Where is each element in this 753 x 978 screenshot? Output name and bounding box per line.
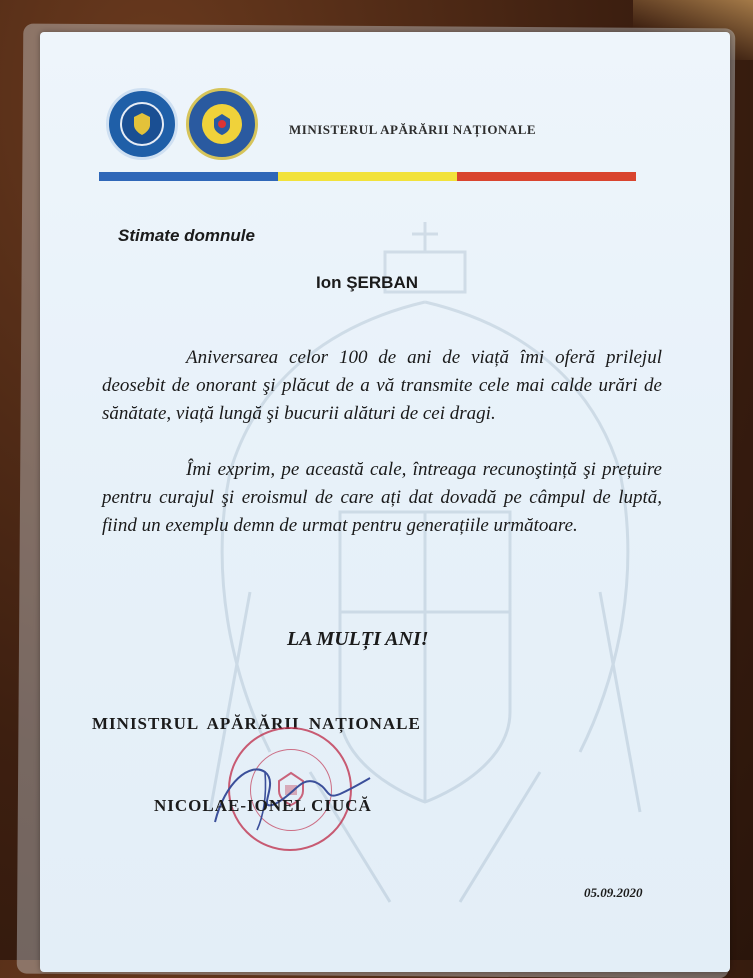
document-date: 05.09.2020 xyxy=(584,885,643,900)
defense-ministry-logo xyxy=(186,88,258,160)
tricolor-bar xyxy=(99,172,636,181)
defense-ministry-eagle-icon xyxy=(202,104,242,144)
body-paragraph-2: Îmi exprim, pe această cale, întreaga recunoştință şi prețuire pentru curajul şi eroismul de care ați dat dovadă pe câmpul de luptă, fiind un exemplu demn de urmat pentru generațiile următoare. xyxy=(102,459,662,536)
body-paragraph-1: Aniversarea celor 100 de ani de viață îmi oferă prilejul deosebit de onorant şi plăcut de a vă transmite cele mai calde urări de sănătate, viață lungă şi bucurii alături de cei dragi. xyxy=(102,347,662,424)
government-emblem-icon xyxy=(120,102,164,146)
greeting: LA MULȚI ANI! xyxy=(287,628,429,650)
handwritten-signature xyxy=(205,742,375,832)
tricolor-yellow xyxy=(278,172,457,181)
minister-title: MINISTRUL APĂRĂRII NAȚIONALE xyxy=(92,714,421,733)
recipient-name: Ion ŞERBAN xyxy=(316,273,418,292)
tricolor-red xyxy=(457,172,636,181)
government-logo xyxy=(106,88,178,160)
ministry-header: MINISTERUL APĂRĂRII NAȚIONALE xyxy=(289,122,537,137)
minister-name: NICOLAE-IONEL CIUCĂ xyxy=(154,796,372,815)
tricolor-blue xyxy=(99,172,278,181)
salutation: Stimate domnule xyxy=(118,226,255,245)
